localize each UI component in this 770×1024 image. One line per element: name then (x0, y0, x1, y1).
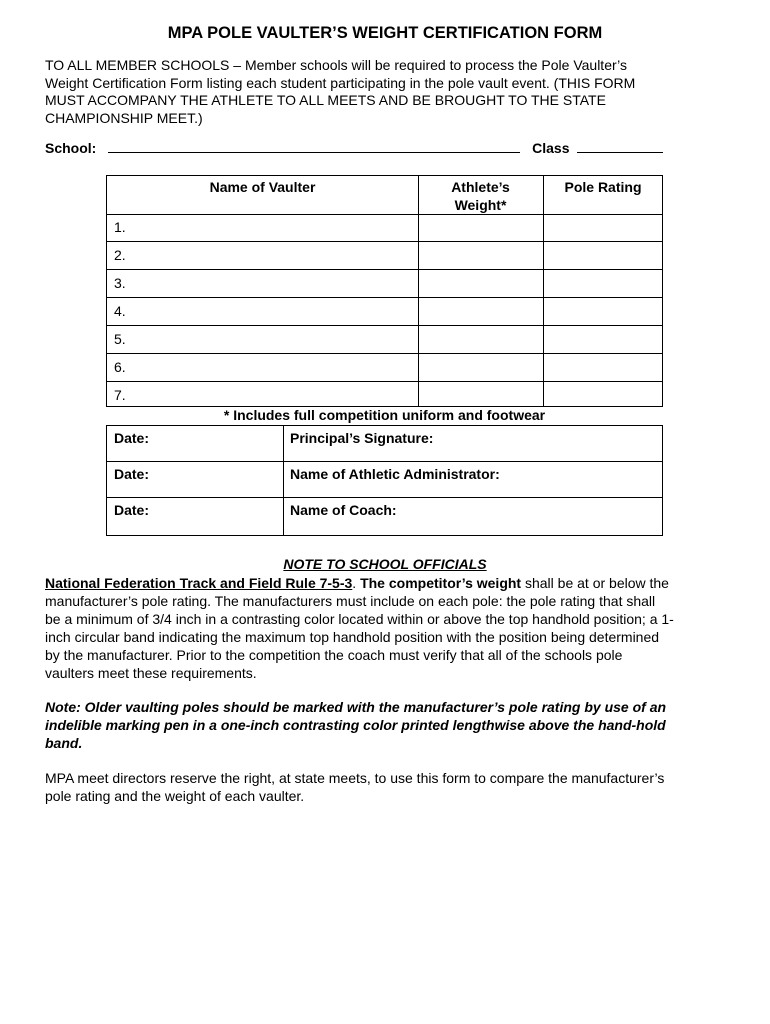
date-label: Date: (114, 502, 150, 518)
header-athlete-weight (418, 176, 543, 214)
table-row[interactable] (107, 214, 662, 242)
note-line: indelible marking pen in a one-inch contrasting color printed lengthwise above the hand-hold (45, 717, 666, 733)
intro-line: MUST ACCOMPANY THE ATHLETE TO ALL MEETS AND BE BROUGHT TO THE STATE (45, 92, 606, 108)
row-number: 5. (114, 331, 126, 347)
intro-paragraph (45, 57, 735, 127)
note-heading: NOTE TO SCHOOL OFFICIALS (283, 556, 487, 572)
rule-separator: . (352, 575, 361, 591)
row-number: 3. (114, 275, 126, 291)
row-number: 2. (114, 247, 126, 263)
row-number: 1. (114, 219, 126, 235)
athletic-administrator-label: Name of Athletic Administrator: (290, 466, 500, 482)
rule-line: vaulters meet these requirements. (45, 665, 257, 681)
vaulter-table (106, 175, 663, 407)
table-row[interactable] (107, 354, 662, 382)
table-row[interactable] (107, 298, 662, 326)
rule-paragraph (45, 574, 735, 682)
weight-footnote: * Includes full competition uniform and footwear (223, 407, 546, 423)
principal-signature-label: Principal’s Signature: (290, 430, 434, 446)
header-weight-line1: Athlete’s (451, 179, 510, 195)
signature-row-administrator[interactable] (107, 462, 662, 498)
class-field[interactable] (577, 140, 663, 153)
intro-line: TO ALL MEMBER SCHOOLS – Member schools will be required to process the Pole Vaulter’s (45, 57, 628, 73)
vaulter-table-header (107, 176, 662, 215)
header-pole-rating: Pole Rating (564, 179, 642, 195)
intro-line: CHAMPIONSHIP MEET.) (45, 109, 203, 126)
rule-first-line (45, 574, 735, 592)
rule-line: by the manufacturer. Prior to the competition the coach must verify that all of the schools pole (45, 647, 623, 663)
rule-line-rest: shall be at or below the (521, 575, 669, 591)
row-number: 6. (114, 359, 126, 375)
intro-line: Weight Certification Form listing each student participating in the pole vault event. (THIS FORM (45, 74, 636, 91)
date-label: Date: (114, 466, 150, 482)
note-line: Note: Older vaulting poles should be marked with the manufacturer’s pole rating by use of an (45, 699, 667, 715)
closing-paragraph (45, 769, 735, 805)
header-weight-line2: Weight* (454, 197, 507, 213)
row-number: 7. (114, 387, 126, 403)
table-row[interactable] (107, 382, 662, 410)
older-poles-note (45, 698, 735, 752)
school-label: School: (45, 140, 97, 156)
school-class-line (45, 140, 735, 156)
table-row[interactable] (107, 270, 662, 298)
rule-line: be a minimum of 3/4 inch in a contrasting color located within or above the top handhold position; a 1- (45, 611, 674, 627)
signature-row-coach[interactable] (107, 498, 662, 534)
signature-row-principal[interactable] (107, 426, 662, 462)
row-number: 4. (114, 303, 126, 319)
class-label: Class (532, 140, 570, 156)
date-label: Date: (114, 430, 150, 446)
signature-table (106, 425, 663, 536)
form-title: MPA POLE VAULTER’S WEIGHT CERTIFICATION FORM (167, 24, 603, 42)
rule-bold-text: The competitor’s weight (360, 575, 522, 591)
header-name-of-vaulter: Name of Vaulter (209, 179, 316, 195)
rule-line: inch circular band indicating the maximum top handhold position with the position being determined (45, 629, 660, 645)
closing-line: MPA meet directors reserve the right, at state meets, to use this form to compare the manufacturer’s (45, 770, 665, 786)
rule-line: manufacturer’s pole rating. The manufacturers must include on each pole: the pole rating that shall (45, 593, 656, 609)
coach-name-label: Name of Coach: (290, 502, 397, 518)
table-row[interactable] (107, 326, 662, 354)
table-row[interactable] (107, 242, 662, 270)
note-line: band. (45, 735, 83, 751)
closing-line: pole rating and the weight of each vaulter. (45, 788, 305, 804)
rule-reference: National Federation Track and Field Rule 7-5-3 (45, 575, 353, 591)
school-field[interactable] (108, 140, 520, 153)
